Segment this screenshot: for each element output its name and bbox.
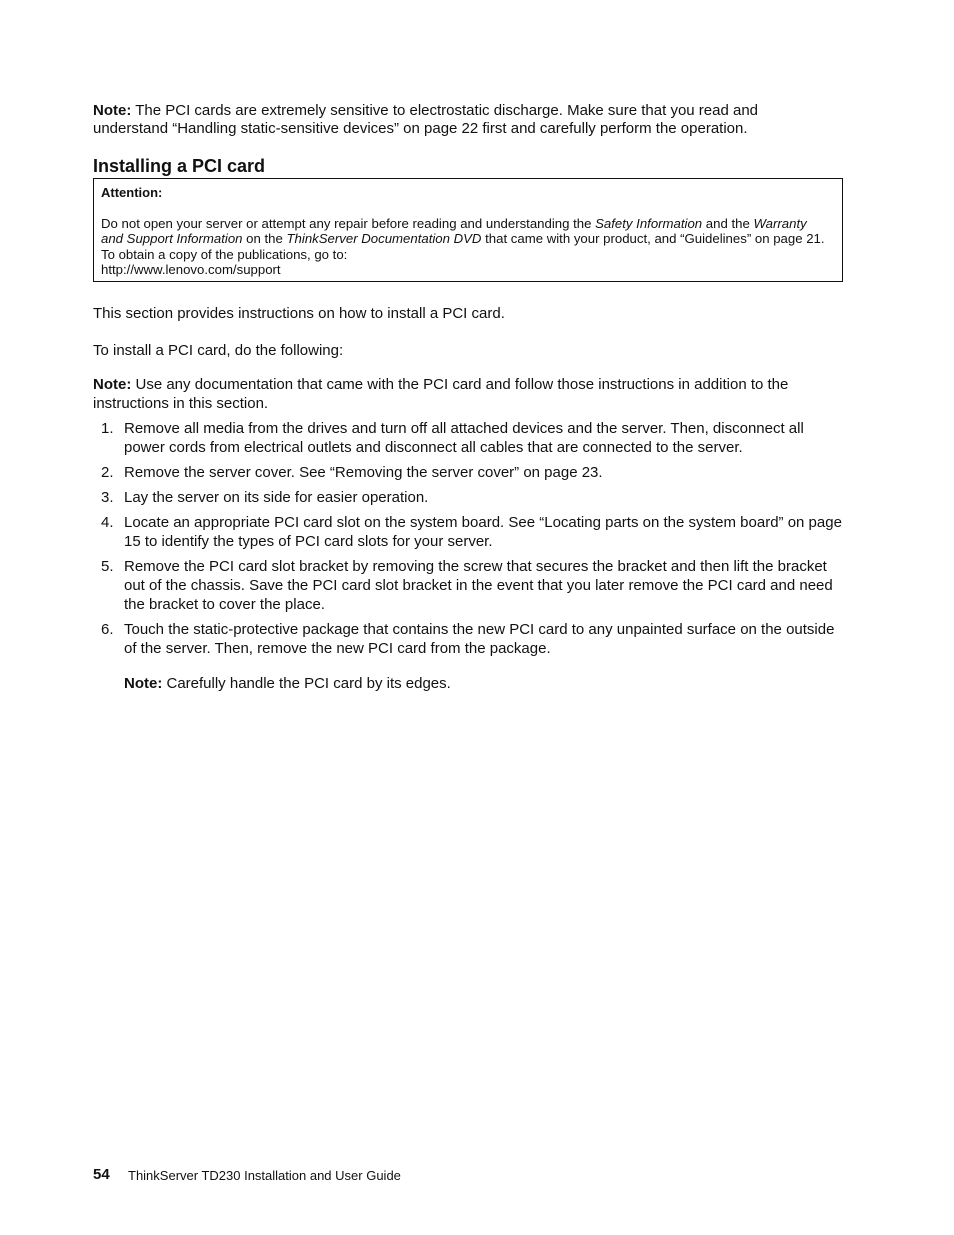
step-text: Remove the server cover. See “Removing the server cover” on page 23. [124,464,603,481]
handling-note [124,674,451,693]
attention-title: Attention: [101,185,163,200]
step-item [93,557,843,614]
step-number: 4. [101,514,114,531]
attention-text: on the [242,231,287,247]
step-text: Touch the static-protective package that contains the new PCI card to any unpainted surface on the outside of the server. Then, remove the new PCI card from the package. [124,621,835,657]
note-text: The PCI cards are extremely sensitive to electrostatic discharge. Make sure that you read and understand “Handling static-sensitive devices” on page 22 first and carefully perform the operation. [93,102,759,137]
step-item [93,419,843,457]
step-item [93,463,843,482]
support-url[interactable]: http://www.lenovo.com/support [101,262,281,278]
warranty-information-title: Warranty and Support Information [101,216,807,247]
step-item [93,488,843,507]
intro-paragraph: This section provides instructions on how to install a PCI card. [93,305,505,322]
page-number: 54 [93,1166,110,1183]
esd-note [93,102,823,138]
section-title: Installing a PCI card [93,156,266,176]
step-number: 6. [101,621,114,638]
attention-text: that came with your product, and “Guidelines” on page 21. To obtain a copy of the publications, go to: [101,231,825,262]
attention-body [101,216,831,278]
attention-text: Do not open your server or attempt any repair before reading and understanding the [101,216,596,231]
step-number: 5. [101,558,114,575]
documentation-note [93,375,833,413]
footer-document-title: ThinkServer TD230 Installation and User Guide [128,1168,401,1183]
install-steps-list [93,419,843,664]
lead-in-paragraph: To install a PCI card, do the following: [93,342,344,359]
note-label: Note: [93,376,132,393]
note-label: Note: [93,102,132,119]
step-item [93,513,843,551]
attention-box [93,178,843,282]
note-label: Note: [124,675,163,692]
step-number: 1. [101,420,114,437]
step-text: Lay the server on its side for easier operation. [124,489,429,506]
step-text: Locate an appropriate PCI card slot on the system board. See “Locating parts on the system board” on page 15 to identify the types of PCI card slots for your server. [124,514,842,550]
step-number: 3. [101,489,114,506]
documentation-dvd-title: ThinkServer Documentation DVD [286,231,482,247]
note-text: Carefully handle the PCI card by its edges. [162,675,451,692]
note-text: Use any documentation that came with the PCI card and follow those instructions in addition to the instructions in this section. [93,376,789,412]
attention-text: and the [702,216,754,231]
step-item [93,620,843,658]
step-number: 2. [101,464,114,481]
safety-information-title: Safety Information [595,216,703,231]
step-text: Remove all media from the drives and turn off all attached devices and the server. Then, disconnect all power cords from electrical outlets and disconnect all cables that are connected to the server. [124,420,804,456]
step-text: Remove the PCI card slot bracket by removing the screw that secures the bracket and then lift the bracket out of the chassis. Save the PCI card slot bracket in the event that you later remove the PCI card and need the bracket to cover the place. [124,558,833,613]
